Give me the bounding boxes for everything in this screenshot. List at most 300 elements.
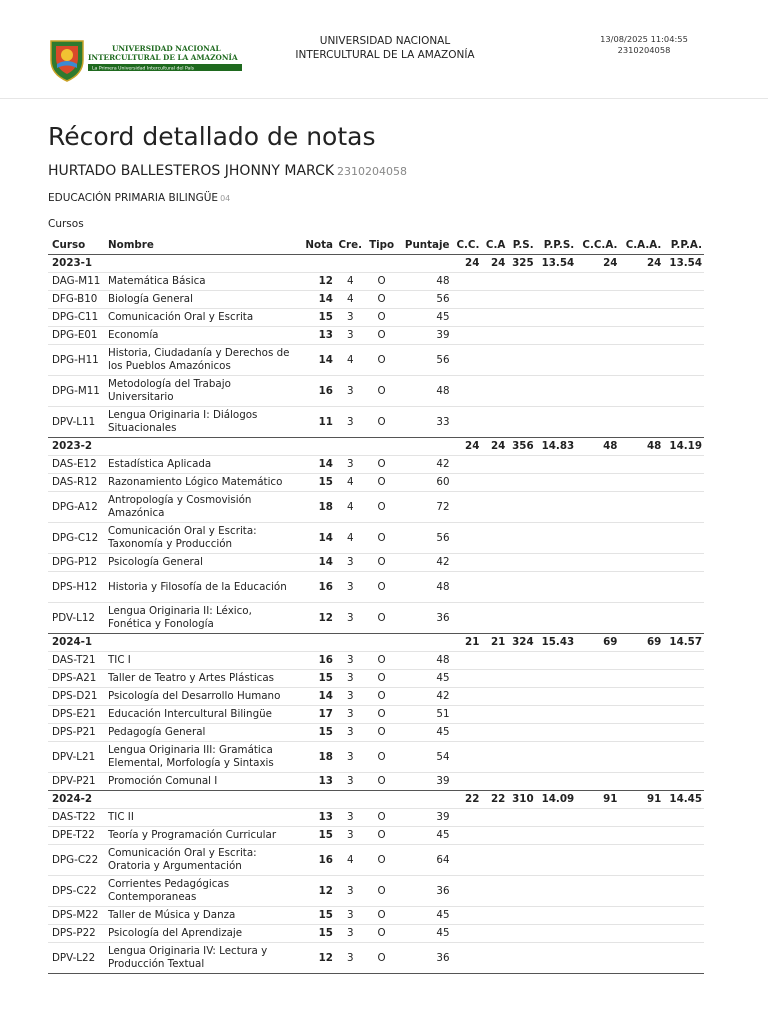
empty-cell [452, 706, 482, 724]
course-creditos: 4 [335, 845, 366, 876]
course-code: DPG-C11 [48, 309, 106, 327]
empty-cell [507, 291, 535, 309]
student-code: 2310204058 [337, 165, 408, 178]
course-tipo: O [366, 523, 398, 554]
course-nota: 14 [300, 456, 335, 474]
course-tipo: O [366, 327, 398, 345]
empty-cell [452, 688, 482, 706]
grades-body [48, 255, 704, 974]
empty-cell [481, 845, 507, 876]
course-tipo: O [366, 345, 398, 376]
empty-cell [619, 474, 663, 492]
empty-cell [481, 670, 507, 688]
course-creditos: 4 [335, 523, 366, 554]
print-metadata [580, 34, 708, 56]
course-tipo: O [366, 876, 398, 907]
course-tipo: O [366, 652, 398, 670]
empty-cell [663, 845, 704, 876]
empty-cell [619, 291, 663, 309]
course-nota: 12 [300, 943, 335, 974]
empty-cell [663, 809, 704, 827]
empty-cell [481, 492, 507, 523]
course-code: DPG-E01 [48, 327, 106, 345]
semester-name: 2023-1 [48, 255, 106, 273]
empty-cell [576, 572, 619, 603]
empty-cell [663, 309, 704, 327]
empty-cell [619, 345, 663, 376]
table-row [48, 827, 704, 845]
empty-cell [452, 327, 482, 345]
empty-cell [576, 907, 619, 925]
empty-cell [663, 492, 704, 523]
grades-table [48, 236, 704, 974]
course-code: DPG-C22 [48, 845, 106, 876]
course-tipo: O [366, 827, 398, 845]
empty-cell [507, 572, 535, 603]
empty-cell [452, 943, 482, 974]
course-puntaje: 56 [398, 291, 452, 309]
empty-cell [481, 773, 507, 791]
empty-cell [536, 572, 577, 603]
empty-cell [507, 492, 535, 523]
course-tipo: O [366, 474, 398, 492]
empty-cell [663, 554, 704, 572]
empty-cell [481, 376, 507, 407]
semester-ps: 356 [507, 438, 535, 456]
course-name: Metodología del Trabajo Universitario [106, 376, 300, 407]
course-tipo: O [366, 407, 398, 438]
empty-cell [536, 376, 577, 407]
course-tipo: O [366, 907, 398, 925]
semester-ca: 22 [481, 791, 507, 809]
empty-cell [452, 523, 482, 554]
semester-ps: 324 [507, 634, 535, 652]
empty-cell [619, 907, 663, 925]
course-nota: 12 [300, 273, 335, 291]
course-name: Historia, Ciudadanía y Derechos de los Pueblos Amazónicos [106, 345, 300, 376]
semester-cca: 24 [576, 255, 619, 273]
semester-spacer [106, 438, 452, 456]
course-puntaje: 54 [398, 742, 452, 773]
course-puntaje: 48 [398, 273, 452, 291]
empty-cell [481, 327, 507, 345]
table-row [48, 925, 704, 943]
empty-cell [576, 724, 619, 742]
course-puntaje: 45 [398, 907, 452, 925]
semester-cc: 22 [452, 791, 482, 809]
empty-cell [576, 523, 619, 554]
empty-cell [452, 456, 482, 474]
empty-cell [536, 456, 577, 474]
empty-cell [452, 742, 482, 773]
course-creditos: 3 [335, 407, 366, 438]
table-row [48, 907, 704, 925]
course-nota: 14 [300, 554, 335, 572]
empty-cell [452, 572, 482, 603]
course-name: Biología General [106, 291, 300, 309]
header-student-code: 2310204058 [617, 45, 671, 55]
course-creditos: 4 [335, 273, 366, 291]
empty-cell [536, 688, 577, 706]
course-tipo: O [366, 742, 398, 773]
empty-cell [507, 670, 535, 688]
course-nota: 16 [300, 845, 335, 876]
empty-cell [663, 724, 704, 742]
empty-cell [663, 827, 704, 845]
empty-cell [507, 706, 535, 724]
course-nota: 14 [300, 345, 335, 376]
empty-cell [536, 925, 577, 943]
print-datetime: 13/08/2025 11:04:55 [600, 34, 688, 44]
course-code: DPV-P21 [48, 773, 106, 791]
table-row [48, 724, 704, 742]
course-puntaje: 45 [398, 925, 452, 943]
course-creditos: 3 [335, 742, 366, 773]
table-row [48, 492, 704, 523]
course-puntaje: 51 [398, 706, 452, 724]
course-tipo: O [366, 492, 398, 523]
empty-cell [452, 907, 482, 925]
course-puntaje: 39 [398, 327, 452, 345]
empty-cell [452, 291, 482, 309]
empty-cell [452, 554, 482, 572]
course-tipo: O [366, 376, 398, 407]
course-puntaje: 45 [398, 724, 452, 742]
empty-cell [536, 327, 577, 345]
col-nota-header: Nota [305, 239, 333, 251]
empty-cell [619, 572, 663, 603]
semester-row [48, 438, 704, 456]
course-nota: 15 [300, 474, 335, 492]
course-code: PDV-L12 [48, 603, 106, 634]
empty-cell [452, 603, 482, 634]
empty-cell [481, 724, 507, 742]
empty-cell [536, 670, 577, 688]
empty-cell [481, 925, 507, 943]
empty-cell [663, 943, 704, 974]
student-name: HURTADO BALLESTEROS JHONNY MARCK [48, 163, 335, 179]
empty-cell [481, 652, 507, 670]
empty-cell [619, 523, 663, 554]
course-code: DPG-C12 [48, 523, 106, 554]
course-puntaje: 39 [398, 773, 452, 791]
course-nota: 15 [300, 724, 335, 742]
section-label: Cursos [48, 218, 84, 230]
course-tipo: O [366, 670, 398, 688]
course-tipo: O [366, 943, 398, 974]
empty-cell [507, 827, 535, 845]
empty-cell [452, 376, 482, 407]
course-code: DPS-H12 [48, 572, 106, 603]
course-tipo: O [366, 554, 398, 572]
course-puntaje: 56 [398, 345, 452, 376]
empty-cell [619, 943, 663, 974]
course-tipo: O [366, 773, 398, 791]
empty-cell [619, 327, 663, 345]
course-tipo: O [366, 809, 398, 827]
course-name: Lengua Originaria II: Léxico, Fonética y Fonología [106, 603, 300, 634]
empty-cell [619, 773, 663, 791]
semester-caa: 48 [619, 438, 663, 456]
semester-name: 2024-1 [48, 634, 106, 652]
empty-cell [576, 688, 619, 706]
course-tipo: O [366, 688, 398, 706]
semester-cc: 24 [452, 438, 482, 456]
semester-cca: 69 [576, 634, 619, 652]
course-creditos: 4 [335, 474, 366, 492]
course-name: Psicología del Aprendizaje [106, 925, 300, 943]
course-creditos: 3 [335, 376, 366, 407]
table-row [48, 456, 704, 474]
empty-cell [536, 809, 577, 827]
empty-cell [576, 809, 619, 827]
empty-cell [481, 572, 507, 603]
course-name: Psicología del Desarrollo Humano [106, 688, 300, 706]
course-nota: 12 [300, 603, 335, 634]
empty-cell [536, 652, 577, 670]
empty-cell [576, 291, 619, 309]
empty-cell [481, 603, 507, 634]
logo-tagline: La Primera Universidad Intercultural del País [92, 66, 194, 72]
table-row [48, 876, 704, 907]
course-creditos: 3 [335, 706, 366, 724]
course-creditos: 3 [335, 827, 366, 845]
empty-cell [536, 309, 577, 327]
semester-ps: 325 [507, 255, 535, 273]
empty-cell [619, 603, 663, 634]
empty-cell [452, 273, 482, 291]
empty-cell [507, 309, 535, 327]
table-row [48, 742, 704, 773]
institution-name [270, 34, 500, 62]
empty-cell [536, 724, 577, 742]
empty-cell [507, 603, 535, 634]
course-name: TIC II [106, 809, 300, 827]
career-code: 04 [220, 194, 231, 203]
table-row [48, 706, 704, 724]
empty-cell [536, 474, 577, 492]
student-info [48, 163, 407, 179]
course-creditos: 3 [335, 456, 366, 474]
empty-cell [663, 327, 704, 345]
course-nota: 15 [300, 670, 335, 688]
course-code: DAS-T21 [48, 652, 106, 670]
empty-cell [576, 706, 619, 724]
semester-name: 2023-2 [48, 438, 106, 456]
table-row [48, 376, 704, 407]
empty-cell [536, 706, 577, 724]
empty-cell [619, 706, 663, 724]
col-cc-header: C.C. [456, 239, 480, 251]
semester-spacer [106, 634, 452, 652]
table-row [48, 809, 704, 827]
course-tipo: O [366, 309, 398, 327]
table-row [48, 652, 704, 670]
empty-cell [576, 554, 619, 572]
course-nota: 13 [300, 327, 335, 345]
course-name: Matemática Básica [106, 273, 300, 291]
course-nota: 15 [300, 309, 335, 327]
course-nota: 18 [300, 742, 335, 773]
course-tipo: O [366, 572, 398, 603]
empty-cell [619, 688, 663, 706]
empty-cell [452, 925, 482, 943]
table-row [48, 670, 704, 688]
course-code: DPV-L11 [48, 407, 106, 438]
course-creditos: 3 [335, 688, 366, 706]
empty-cell [576, 742, 619, 773]
empty-cell [663, 572, 704, 603]
table-row [48, 273, 704, 291]
empty-cell [576, 876, 619, 907]
course-puntaje: 39 [398, 809, 452, 827]
semester-cca: 91 [576, 791, 619, 809]
empty-cell [576, 376, 619, 407]
empty-cell [507, 943, 535, 974]
course-name: Comunicación Oral y Escrita: Taxonomía y Producción [106, 523, 300, 554]
table-row [48, 327, 704, 345]
course-code: DAS-E12 [48, 456, 106, 474]
empty-cell [481, 688, 507, 706]
empty-cell [663, 925, 704, 943]
empty-cell [507, 907, 535, 925]
empty-cell [663, 376, 704, 407]
semester-caa: 69 [619, 634, 663, 652]
course-name: Comunicación Oral y Escrita [106, 309, 300, 327]
table-row [48, 345, 704, 376]
empty-cell [481, 742, 507, 773]
empty-cell [576, 652, 619, 670]
course-nota: 14 [300, 688, 335, 706]
semester-spacer [106, 791, 452, 809]
empty-cell [452, 845, 482, 876]
empty-cell [481, 809, 507, 827]
empty-cell [481, 456, 507, 474]
course-puntaje: 42 [398, 554, 452, 572]
course-puntaje: 48 [398, 572, 452, 603]
empty-cell [536, 742, 577, 773]
course-nota: 16 [300, 572, 335, 603]
empty-cell [536, 523, 577, 554]
course-code: DAS-R12 [48, 474, 106, 492]
empty-cell [663, 523, 704, 554]
course-puntaje: 45 [398, 670, 452, 688]
course-tipo: O [366, 273, 398, 291]
semester-ca: 21 [481, 634, 507, 652]
career-name: EDUCACIÓN PRIMARIA BILINGÜE [48, 192, 219, 204]
semester-ppa: 14.19 [663, 438, 704, 456]
col-ppa-header: P.P.A. [670, 239, 702, 251]
empty-cell [481, 554, 507, 572]
empty-cell [576, 845, 619, 876]
table-row [48, 688, 704, 706]
empty-cell [663, 474, 704, 492]
course-name: Teoría y Programación Curricular [106, 827, 300, 845]
empty-cell [576, 827, 619, 845]
empty-cell [576, 670, 619, 688]
empty-cell [576, 925, 619, 943]
course-code: DPE-T22 [48, 827, 106, 845]
empty-cell [663, 688, 704, 706]
empty-cell [452, 724, 482, 742]
course-puntaje: 36 [398, 603, 452, 634]
course-code: DPG-M11 [48, 376, 106, 407]
empty-cell [663, 670, 704, 688]
course-creditos: 3 [335, 309, 366, 327]
empty-cell [619, 827, 663, 845]
course-creditos: 3 [335, 773, 366, 791]
semester-ps: 310 [507, 791, 535, 809]
empty-cell [663, 456, 704, 474]
course-puntaje: 36 [398, 876, 452, 907]
table-row [48, 523, 704, 554]
semester-caa: 24 [619, 255, 663, 273]
semester-pps: 14.83 [536, 438, 577, 456]
course-name: Psicología General [106, 554, 300, 572]
course-name: Lengua Originaria IV: Lectura y Producción Textual [106, 943, 300, 974]
empty-cell [481, 345, 507, 376]
empty-cell [619, 845, 663, 876]
empty-cell [452, 670, 482, 688]
empty-cell [663, 907, 704, 925]
course-name: Historia y Filosofía de la Educación [106, 572, 300, 603]
course-name: Lengua Originaria I: Diálogos Situacionales [106, 407, 300, 438]
table-row [48, 291, 704, 309]
course-puntaje: 56 [398, 523, 452, 554]
empty-cell [619, 876, 663, 907]
course-creditos: 4 [335, 345, 366, 376]
course-code: DPS-A21 [48, 670, 106, 688]
empty-cell [536, 603, 577, 634]
course-creditos: 3 [335, 907, 366, 925]
course-creditos: 3 [335, 876, 366, 907]
course-code: DPS-P22 [48, 925, 106, 943]
semester-ca: 24 [481, 255, 507, 273]
course-code: DFG-B10 [48, 291, 106, 309]
empty-cell [663, 876, 704, 907]
course-puntaje: 72 [398, 492, 452, 523]
empty-cell [576, 773, 619, 791]
course-code: DPS-P21 [48, 724, 106, 742]
course-code: DPS-E21 [48, 706, 106, 724]
empty-cell [576, 309, 619, 327]
course-nota: 15 [300, 925, 335, 943]
empty-cell [619, 456, 663, 474]
course-name: Comunicación Oral y Escrita: Oratoria y Argumentación [106, 845, 300, 876]
course-tipo: O [366, 845, 398, 876]
semester-row [48, 791, 704, 809]
course-nota: 15 [300, 907, 335, 925]
empty-cell [619, 309, 663, 327]
col-curso-header: Curso [52, 239, 86, 251]
course-name: Lengua Originaria III: Gramática Elemental, Morfología y Sintaxis [106, 742, 300, 773]
empty-cell [452, 827, 482, 845]
course-puntaje: 42 [398, 688, 452, 706]
semester-ppa: 14.45 [663, 791, 704, 809]
empty-cell [452, 809, 482, 827]
empty-cell [536, 273, 577, 291]
empty-cell [663, 706, 704, 724]
table-row [48, 474, 704, 492]
col-tipo-header: Tipo [369, 239, 395, 251]
empty-cell [452, 652, 482, 670]
empty-cell [619, 273, 663, 291]
logo-line2: INTERCULTURAL DE LA AMAZONÍA [88, 53, 238, 62]
course-puntaje: 60 [398, 474, 452, 492]
empty-cell [576, 345, 619, 376]
empty-cell [576, 474, 619, 492]
empty-cell [663, 652, 704, 670]
